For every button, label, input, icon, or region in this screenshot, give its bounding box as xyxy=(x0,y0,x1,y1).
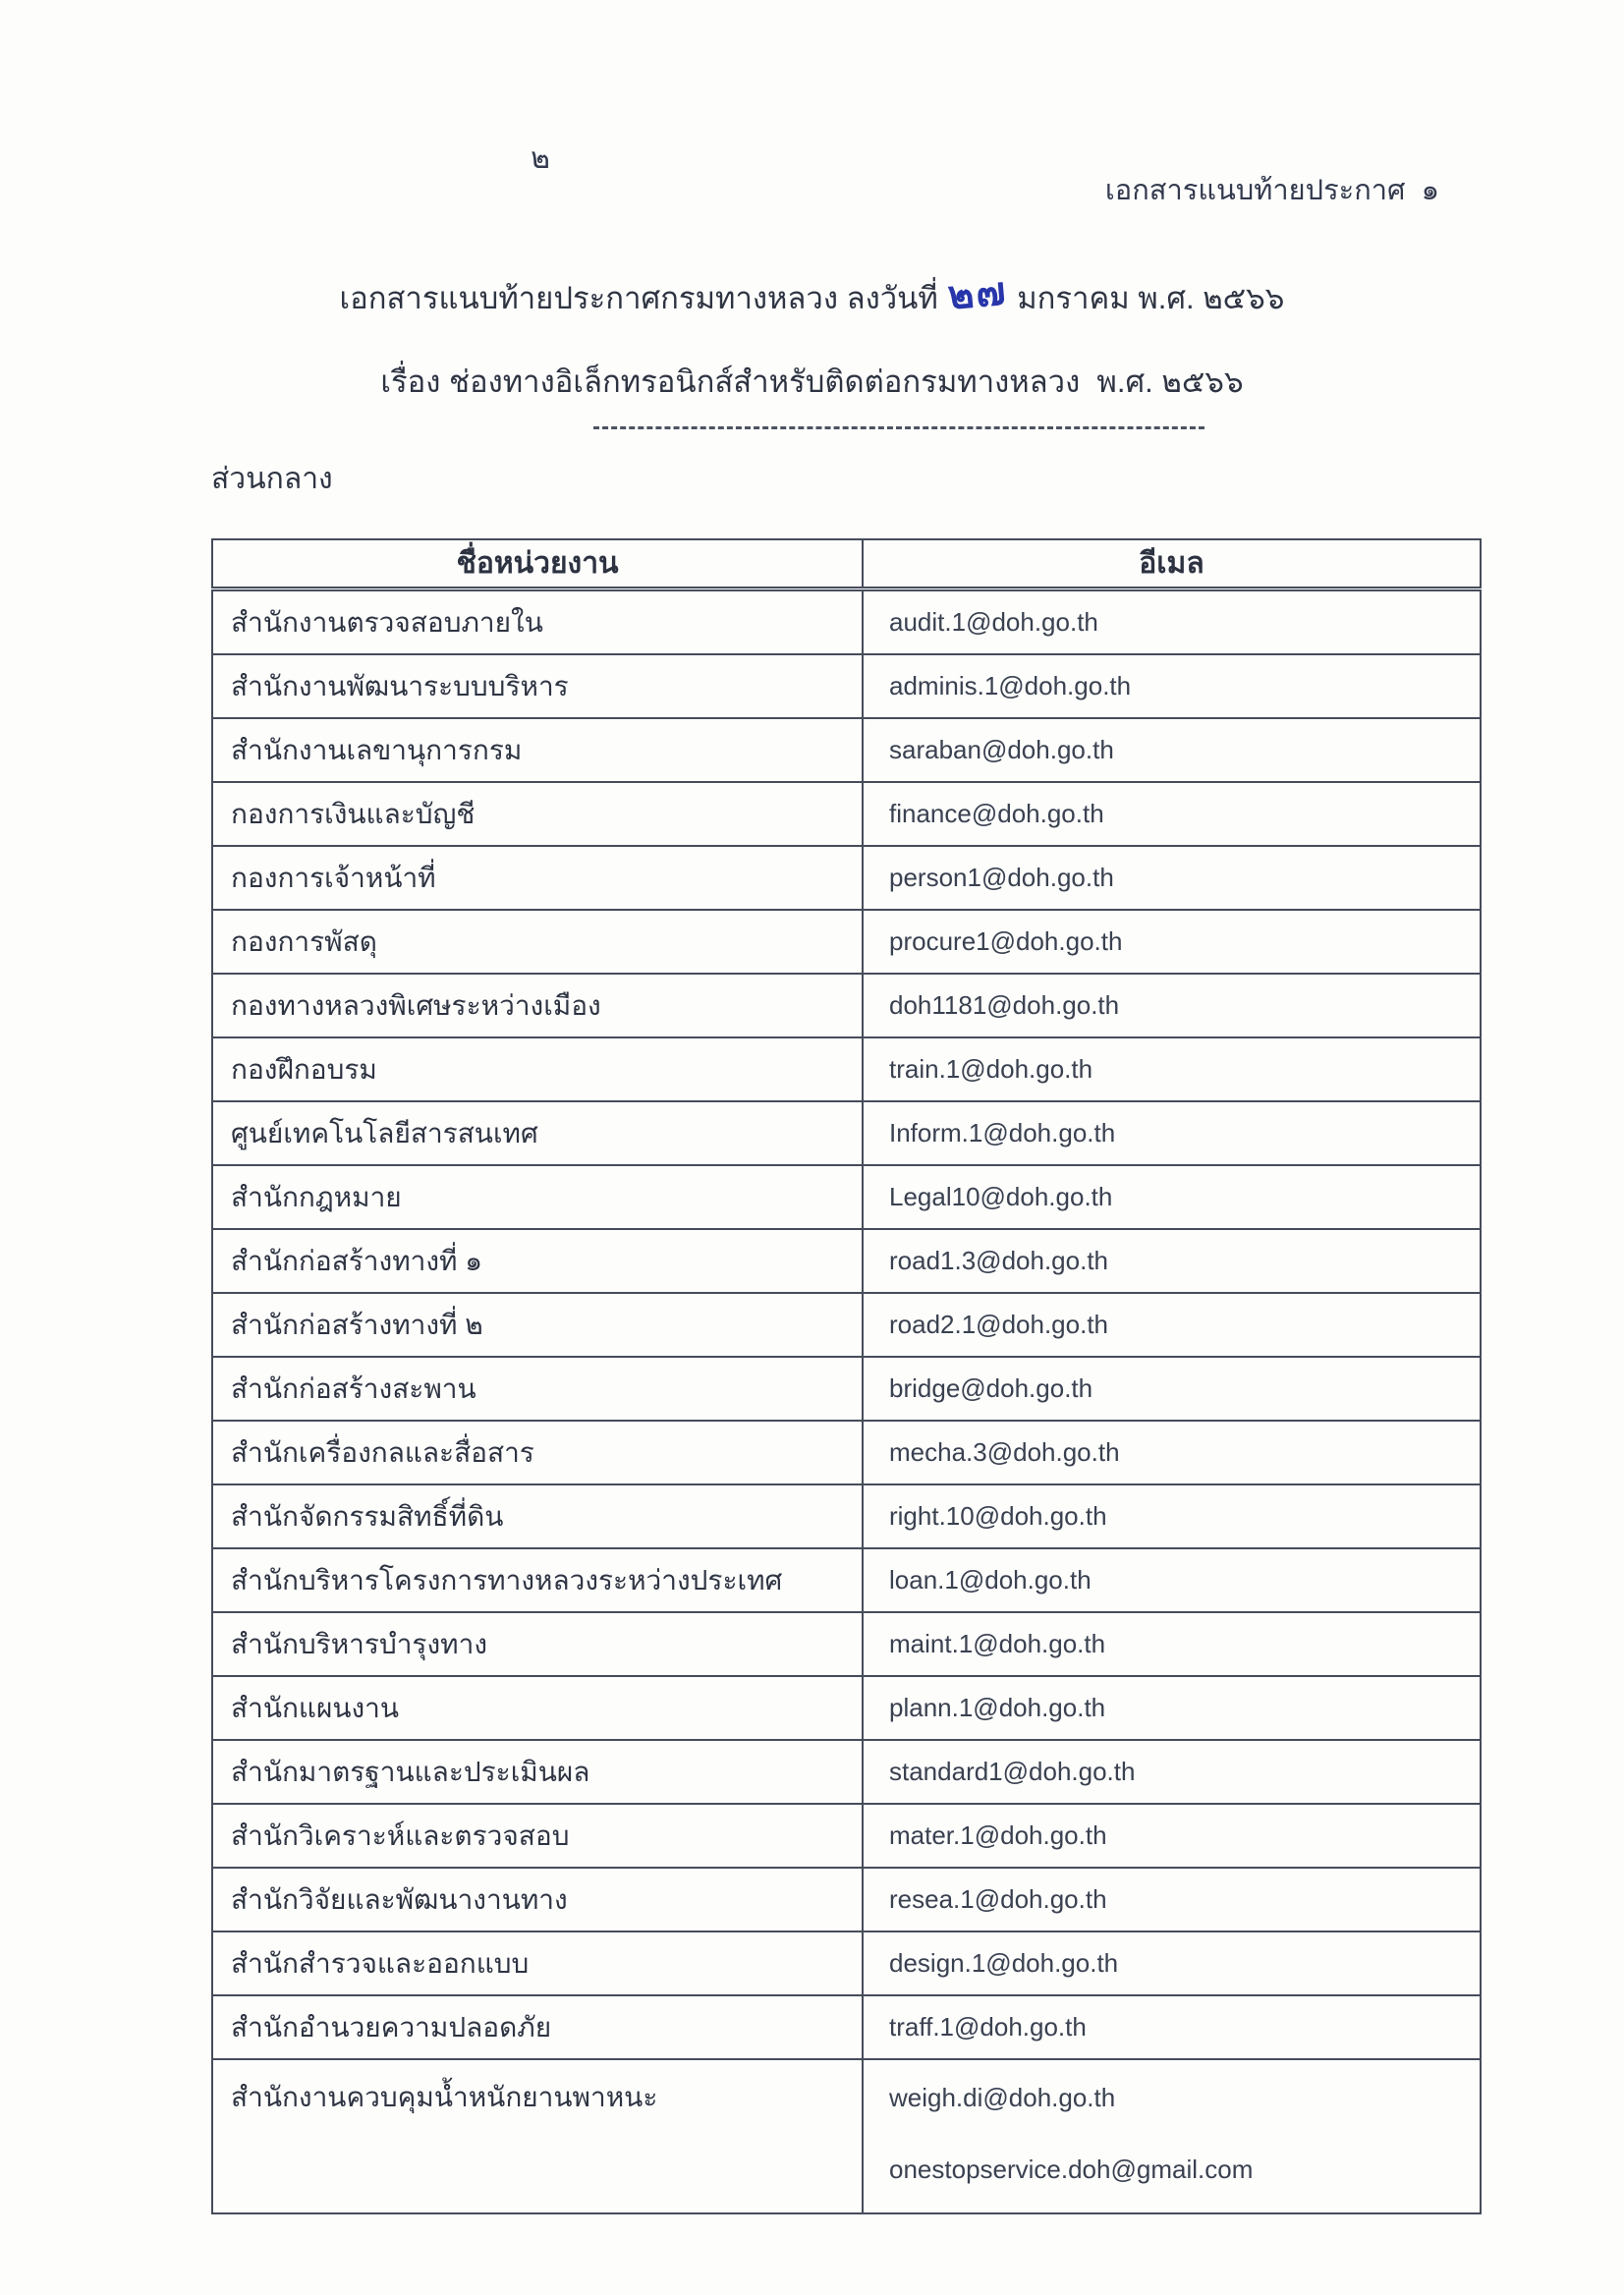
org-name: สำนักวิจัยและพัฒนางานทาง xyxy=(212,1868,863,1931)
email-text: finance@doh.go.th xyxy=(889,799,1104,829)
email-text: procure1@doh.go.th xyxy=(889,926,1123,957)
table-row xyxy=(212,1868,1481,1931)
email-text: saraban@doh.go.th xyxy=(889,735,1114,765)
org-name: สำนักเครื่องกลและสื่อสาร xyxy=(212,1421,863,1484)
org-name: สำนักบริหารบำรุงทาง xyxy=(212,1612,863,1676)
title-block xyxy=(0,263,1624,406)
dashed-divider xyxy=(593,426,1204,429)
table-row xyxy=(212,1293,1481,1357)
org-name: สำนักสำรวจและออกแบบ xyxy=(212,1931,863,1995)
table-row xyxy=(212,1612,1481,1676)
org-email xyxy=(863,1548,1481,1612)
org-name: กองทางหลวงพิเศษระหว่างเมือง xyxy=(212,974,863,1037)
email-text: mater.1@doh.go.th xyxy=(889,1820,1107,1851)
email-text: maint.1@doh.go.th xyxy=(889,1629,1106,1659)
email-text: loan.1@doh.go.th xyxy=(889,1565,1092,1595)
email-text: audit.1@doh.go.th xyxy=(889,607,1098,638)
email-text: bridge@doh.go.th xyxy=(889,1373,1093,1404)
org-email xyxy=(863,1421,1481,1484)
table-row xyxy=(212,1676,1481,1740)
email-text: resea.1@doh.go.th xyxy=(889,1884,1107,1915)
email-text: road1.3@doh.go.th xyxy=(889,1246,1109,1276)
org-email xyxy=(863,589,1481,655)
org-email xyxy=(863,1931,1481,1995)
email-text: Inform.1@doh.go.th xyxy=(889,1118,1116,1148)
table-row xyxy=(212,846,1481,910)
table-header-row xyxy=(212,539,1481,589)
org-email xyxy=(863,1101,1481,1165)
org-name: ศูนย์เทคโนโลยีสารสนเทศ xyxy=(212,1101,863,1165)
table-row xyxy=(212,1484,1481,1548)
org-name: สำนักก่อสร้างทางที่ ๒ xyxy=(212,1293,863,1357)
org-email xyxy=(863,1484,1481,1548)
email-text: adminis.1@doh.go.th xyxy=(889,671,1132,701)
org-name: สำนักก่อสร้างสะพาน xyxy=(212,1357,863,1421)
table-row xyxy=(212,718,1481,782)
org-email xyxy=(863,1995,1481,2059)
title-line2: เรื่อง ช่องทางอิเล็กทรอนิกส์สำหรับติดต่อกรมทางหลวง พ.ศ. ๒๕๖๖ xyxy=(380,364,1244,399)
org-email xyxy=(863,718,1481,782)
org-email xyxy=(863,974,1481,1037)
table-row xyxy=(212,1421,1481,1484)
table-row xyxy=(212,782,1481,846)
table-row xyxy=(212,1357,1481,1421)
email-text: doh1181@doh.go.th xyxy=(889,990,1120,1021)
table-row xyxy=(212,1037,1481,1101)
table-row xyxy=(212,974,1481,1037)
org-name: กองการเงินและบัญชี xyxy=(212,782,863,846)
table-row xyxy=(212,1931,1481,1995)
handwritten-date: ๒๗ xyxy=(945,269,1009,318)
table-row xyxy=(212,1740,1481,1804)
org-email xyxy=(863,1357,1481,1421)
org-name: สำนักกฎหมาย xyxy=(212,1165,863,1229)
email-text: design.1@doh.go.th xyxy=(889,1948,1119,1979)
org-name: สำนักจัดกรรมสิทธิ์ที่ดิน xyxy=(212,1484,863,1548)
email-text: Legal10@doh.go.th xyxy=(889,1182,1113,1212)
org-email xyxy=(863,1740,1481,1804)
email-text: standard1@doh.go.th xyxy=(889,1757,1136,1787)
email-text: weigh.di@doh.go.th xyxy=(889,2083,1116,2112)
section-heading: ส่วนกลาง xyxy=(211,463,333,495)
org-email xyxy=(863,782,1481,846)
org-email xyxy=(863,654,1481,718)
org-name: กองฝึกอบรม xyxy=(212,1037,863,1101)
email-text: mecha.3@doh.go.th xyxy=(889,1437,1120,1468)
email-text: plann.1@doh.go.th xyxy=(889,1693,1106,1723)
org-email xyxy=(863,1165,1481,1229)
email-text: traff.1@doh.go.th xyxy=(889,2012,1087,2043)
corner-note: เอกสารแนบท้ายประกาศ ๑ xyxy=(1104,175,1439,206)
header-org-name: ชื่อหน่วยงาน xyxy=(212,539,863,589)
table-row xyxy=(212,1995,1481,2059)
page-number: ๒ xyxy=(531,142,550,175)
table-header xyxy=(212,539,1481,589)
table-row xyxy=(212,1101,1481,1165)
org-name: สำนักวิเคราะห์และตรวจสอบ xyxy=(212,1804,863,1868)
table-row xyxy=(212,589,1481,655)
org-email xyxy=(863,910,1481,974)
title-line1-suffix: มกราคม พ.ศ. ๒๕๖๖ xyxy=(1017,281,1285,315)
table-row xyxy=(212,1804,1481,1868)
email-text: train.1@doh.go.th xyxy=(889,1054,1093,1085)
table-row xyxy=(212,910,1481,974)
org-name: สำนักมาตรฐานและประเมินผล xyxy=(212,1740,863,1804)
title-line1-prefix: เอกสารแนบท้ายประกาศกรมทางหลวง ลงวันที่ xyxy=(339,281,938,315)
table-body xyxy=(212,589,1481,2214)
email-text: road2.1@doh.go.th xyxy=(889,1310,1109,1340)
org-name: สำนักก่อสร้างทางที่ ๑ xyxy=(212,1229,863,1293)
org-name: กองการพัสดุ xyxy=(212,910,863,974)
org-email xyxy=(863,1229,1481,1293)
table-row xyxy=(212,1229,1481,1293)
org-email xyxy=(863,1804,1481,1868)
org-email xyxy=(863,1868,1481,1931)
org-name: สำนักอำนวยความปลอดภัย xyxy=(212,1995,863,2059)
header-email: อีเมล xyxy=(863,539,1481,589)
email-text: person1@doh.go.th xyxy=(889,863,1114,893)
org-name: สำนักงานพัฒนาระบบบริหาร xyxy=(212,654,863,718)
org-name: กองการเจ้าหน้าที่ xyxy=(212,846,863,910)
org-email xyxy=(863,1037,1481,1101)
email-text: onestopservice.doh@gmail.com xyxy=(889,2154,1254,2184)
org-email xyxy=(863,846,1481,910)
email-text: right.10@doh.go.th xyxy=(889,1501,1107,1532)
org-name: สำนักบริหารโครงการทางหลวงระหว่างประเทศ xyxy=(212,1548,863,1612)
org-email xyxy=(863,1676,1481,1740)
table-row xyxy=(212,1548,1481,1612)
org-email xyxy=(863,1612,1481,1676)
org-name: สำนักงานเลขานุการกรม xyxy=(212,718,863,782)
table-row xyxy=(212,2059,1481,2213)
org-email xyxy=(863,2059,1481,2213)
org-email xyxy=(863,1293,1481,1357)
org-name: สำนักงานตรวจสอบภายใน xyxy=(212,589,863,655)
title-line1 xyxy=(0,263,1624,326)
org-name: สำนักงานควบคุมน้ำหนักยานพาหนะ xyxy=(212,2059,863,2213)
org-name: สำนักแผนงาน xyxy=(212,1676,863,1740)
table-row xyxy=(212,1165,1481,1229)
org-email-table xyxy=(211,538,1482,2214)
table-row xyxy=(212,654,1481,718)
